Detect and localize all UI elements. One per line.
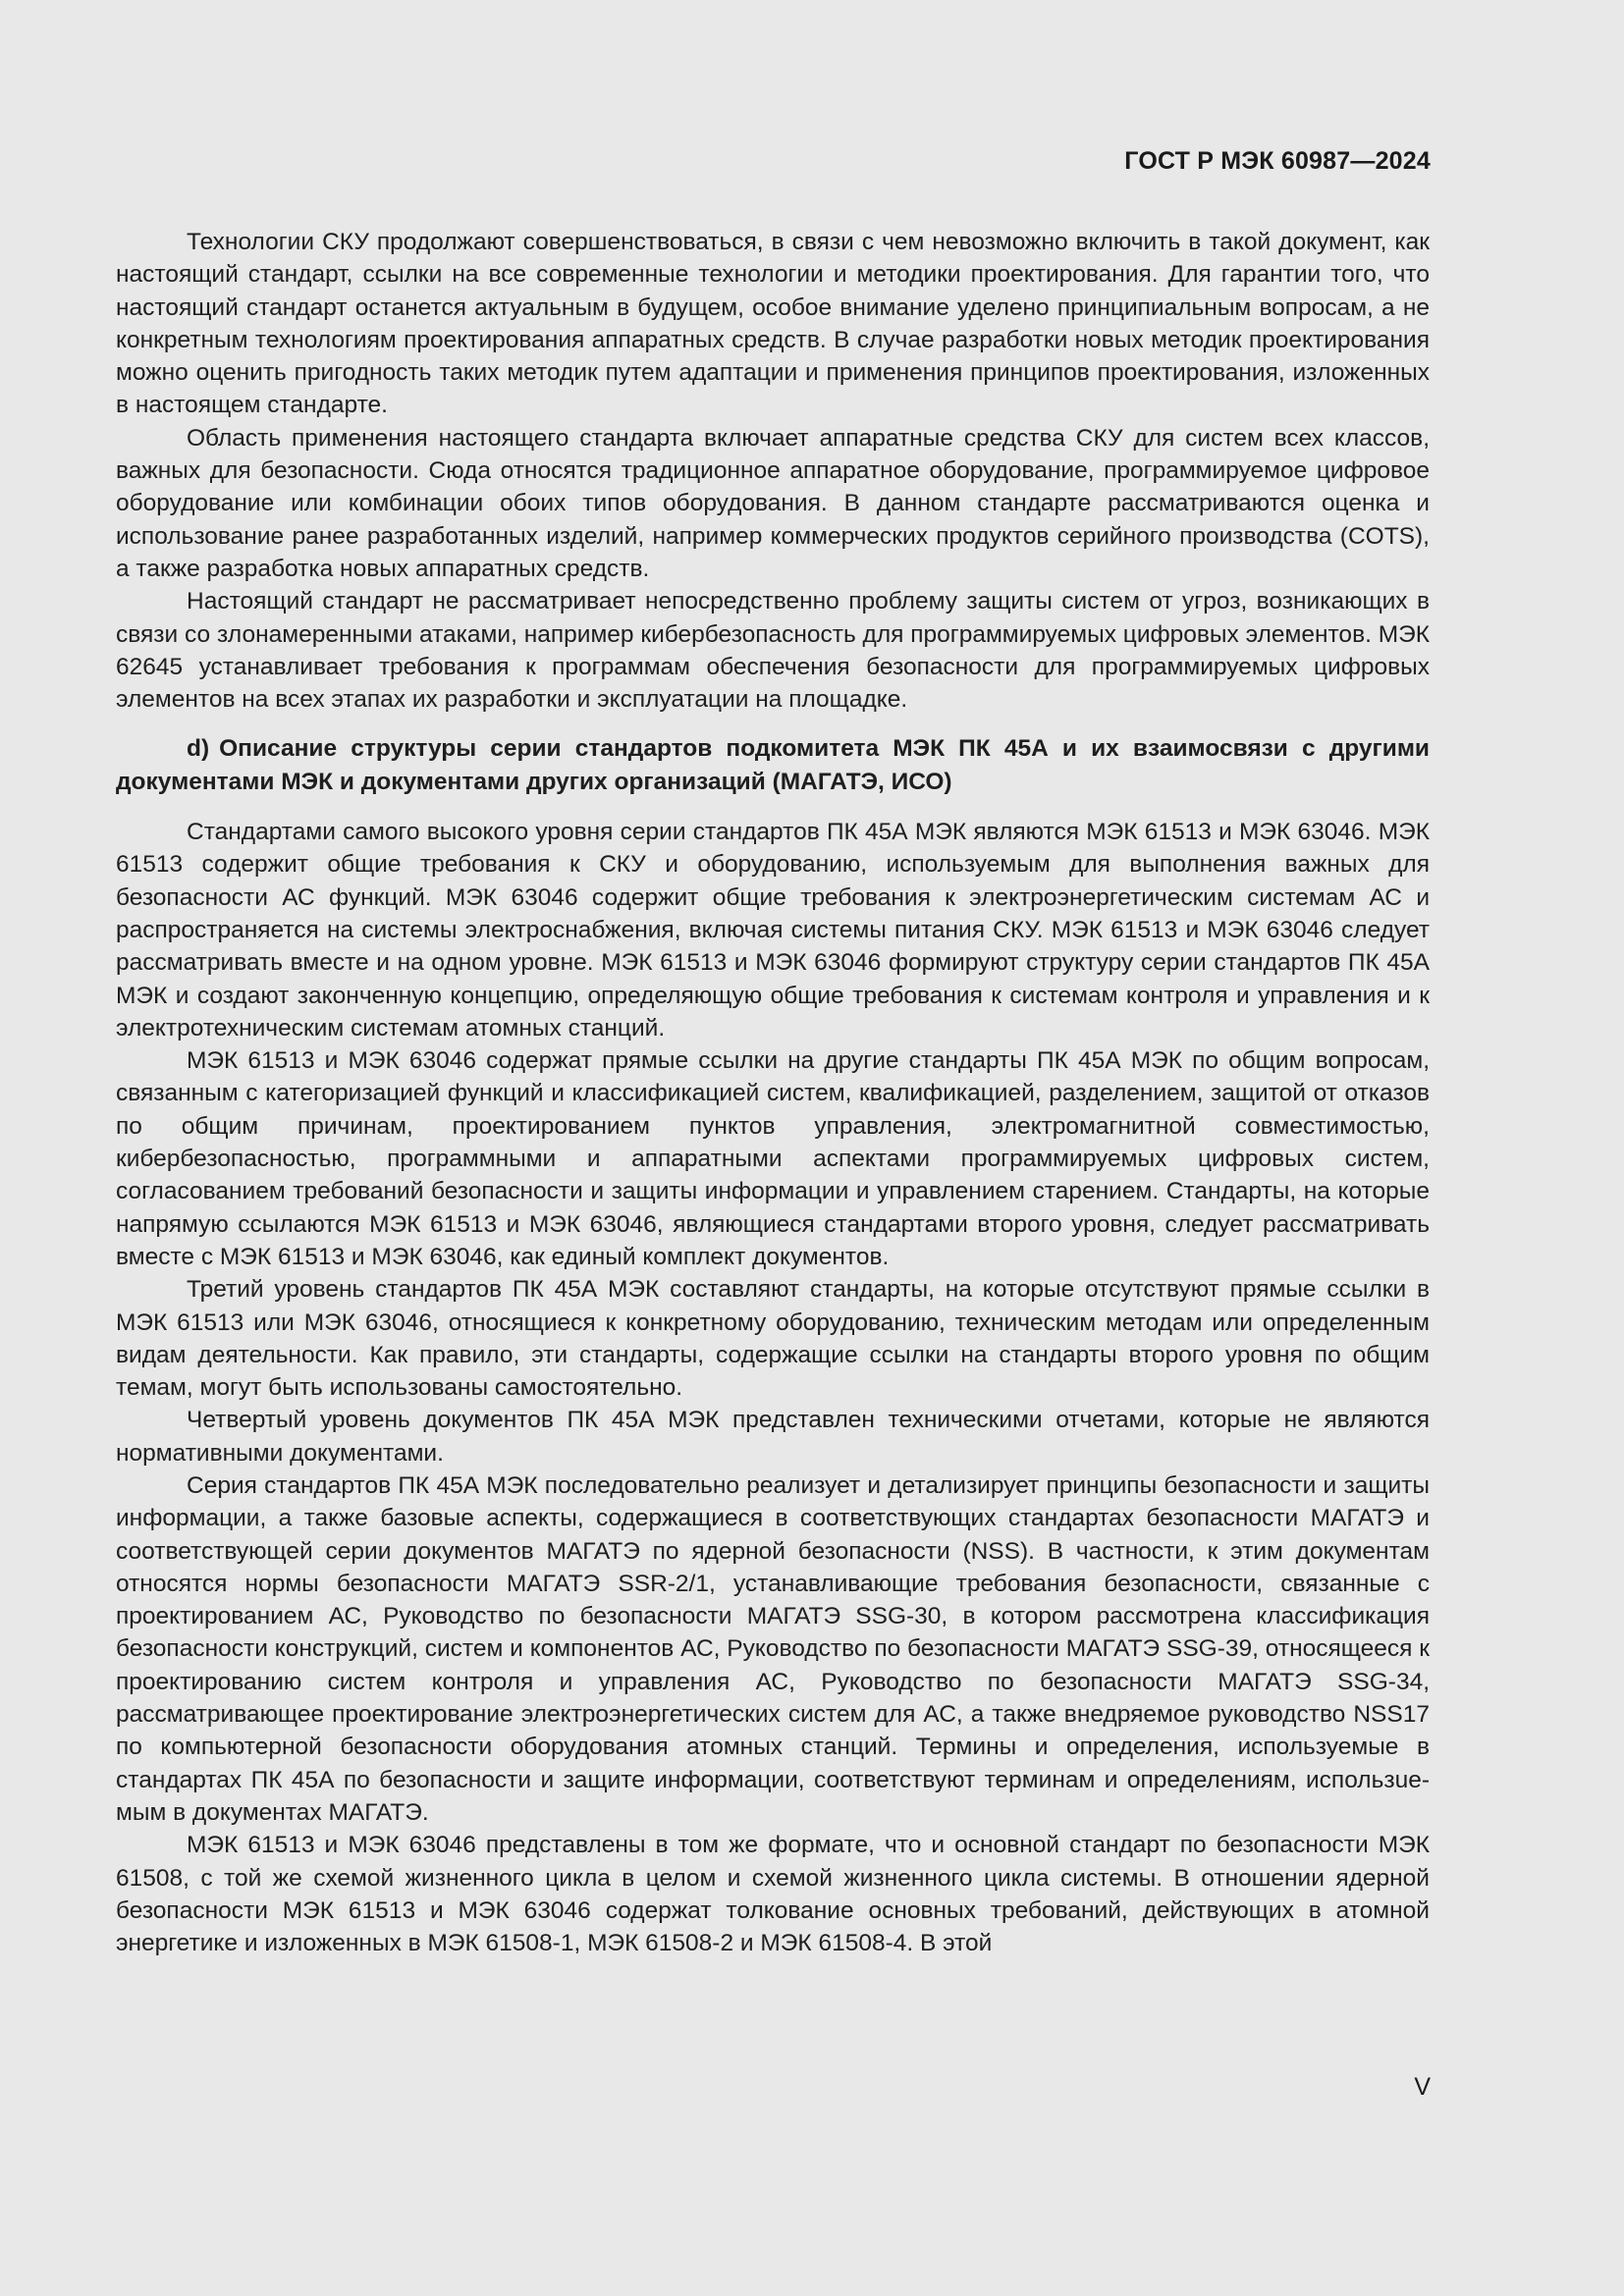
document-code-header: ГОСТ Р МЭК 60987—2024 xyxy=(1124,147,1431,175)
paragraph-fourth-level: Четвертый уровень документов ПК 45А МЭК представлен техническими отчетами, которые не являются нормативными документами. xyxy=(116,1407,1430,1467)
section-heading-text: Описание структуры серии стандартов подкомитета МЭК ПК 45А и их взаимосвязи с другими документами МЭК и документами других организаций (МАГАТЭ, ИСО) xyxy=(116,735,1430,795)
paragraph-third-level: Третий уровень стандартов ПК 45А МЭК составляют стандарты, на которые отсутствуют прямые ссылки в МЭК 61513 или МЭК 63046, относящиеся к конкретному оборудованию, техническим методам или определенным видам деятельности. Как правило, эти стандарты, содержащие ссылки на стандарты второго уровня по общим темам, могут быть использованы самостоятельно. xyxy=(116,1276,1430,1402)
section-heading xyxy=(116,732,1430,798)
section-heading-prefix: d) xyxy=(187,735,210,763)
page-number: V xyxy=(1414,2073,1431,2101)
paragraph-scope: Область применения настоящего стандарта включает аппаратные средства СКУ для систем всех классов, важных для безопасности. Сюда относятся традиционное аппаратное оборудование, программируемое цифровое оборудование или комбинации обоих типов оборудования. В данном стандарте рассматриваются оценка и использование ранее разработанных изделий, например коммерческих продуктов серийного производства (COTS), а также разработка новых аппаратных средств. xyxy=(116,424,1430,582)
paragraph-second-level: МЭК 61513 и МЭК 63046 содержат прямые ссылки на другие стандарты ПК 45А МЭК по общим вопросам, связанным с категоризацией функций и классификацией систем, квалификацией, разделением, защитой от отказов по общим причинам, проектированием пунктов управления, электромагнитной совместимостью, кибербезопасностью, программными и аппаратными аспектами программируемых цифровых систем, согласованием требований безопасности и защиты информации и управлением старением. Стандарты, на которые напрямую ссылаются МЭК 61513 и МЭК 63046, являющиеся стандартами второго уровня, следует рассматривать вместе с МЭК 61513 и МЭК 63046, как единый комплект документов. xyxy=(116,1047,1430,1270)
paragraph-cybersecurity: Настоящий стандарт не рассматривает непосредственно проблему защиты систем от угроз, возникающих в связи со злонамеренными атаками, например кибербезопасность для программируемых цифровых элементов. МЭК 62645 устанавливает требования к программам обеспечения безопасности для программируемых цифровых элементов на всех этапах их разработки и эксплуатации на площадке. xyxy=(116,588,1430,714)
body-text xyxy=(116,226,1430,1959)
paragraph-top-level-standards: Стандартами самого высокого уровня серии стандартов ПК 45А МЭК являются МЭК 61513 и МЭК 63046. МЭК 61513 содержит общие требования к СКУ и оборудованию, используемым для выполнения важных для безопасности АС функций. МЭК 63046 содержит общие требования к электроэнергетическим системам АС и распространяется на системы электроснабжения, включая системы питания СКУ. МЭК 61513 и МЭК 63046 следует рассматривать вместе и на одном уровне. МЭК 61513 и МЭК 63046 формируют структуру серии стандартов ПК 45А МЭК и создают законченную концепцию, определяющую общие требования к системам контроля и управления и к электротехническим системам атомных станций. xyxy=(116,819,1430,1041)
paragraph-iaea-series: Серия стандартов ПК 45А МЭК последовательно реализует и детализирует принципы безопасности и защиты информации, а также базовые аспекты, содержащиеся в соответствующих стандартах безопасности МАГАТЭ и соответствующей серии документов МАГАТЭ по ядерной безопасности (NSS). В частности, к этим документам относятся нормы безопасности МАГАТЭ SSR-2/1, устанавливающие требования безопасности, связанные с проектированием АС, Руководство по безопасности МАГАТЭ SSG-30, в котором рассмотрена классификация безопасности конструкций, систем и компонентов АС, Руководство по безопасности МАГАТЭ SSG-39, относящееся к проектированию систем контроля и управления АС, Руководство по безопасности МАГАТЭ SSG-34, рассматривающее проектирование электроэнергетических систем для АС, а также внедряемое руководство NSS17 по компьютерной безопасности оборудования атомных станций. Термины и определения, используемые в стандартах ПК 45А по безопасности и защите информации, соответствуют терминам и определениям, использueмым в документах МАГАТЭ. xyxy=(116,1471,1430,1826)
paragraph-technologies: Технологии СКУ продолжают совершенствоваться, в связи с чем невозможно включить в такой документ, как настоящий стандарт, ссылки на все современные технологии и методики проектирования. Для гарантии того, что настоящий стандарт останется актуальным в будущем, особое внимание уделено принципиальным вопросам, а не конкретным технологиям проектирования аппаратных средств. В случае разработки новых методик проектирования можно оценить пригодность таких методик путем адаптации и применения принципов проектирования, изложенных в настоящем стандарте. xyxy=(116,229,1430,419)
paragraph-format: МЭК 61513 и МЭК 63046 представлены в том же формате, что и основной стандарт по безопасности МЭК 61508, с той же схемой жизненного цикла в целом и схемой жизненного цикла системы. В отношении ядерной безопасности МЭК 61513 и МЭК 63046 содержат толкование основных требований, действующих в атомной энергетике и изложенных в МЭК 61508-1, МЭК 61508-2 и МЭК 61508-4. В этой xyxy=(116,1832,1430,1957)
